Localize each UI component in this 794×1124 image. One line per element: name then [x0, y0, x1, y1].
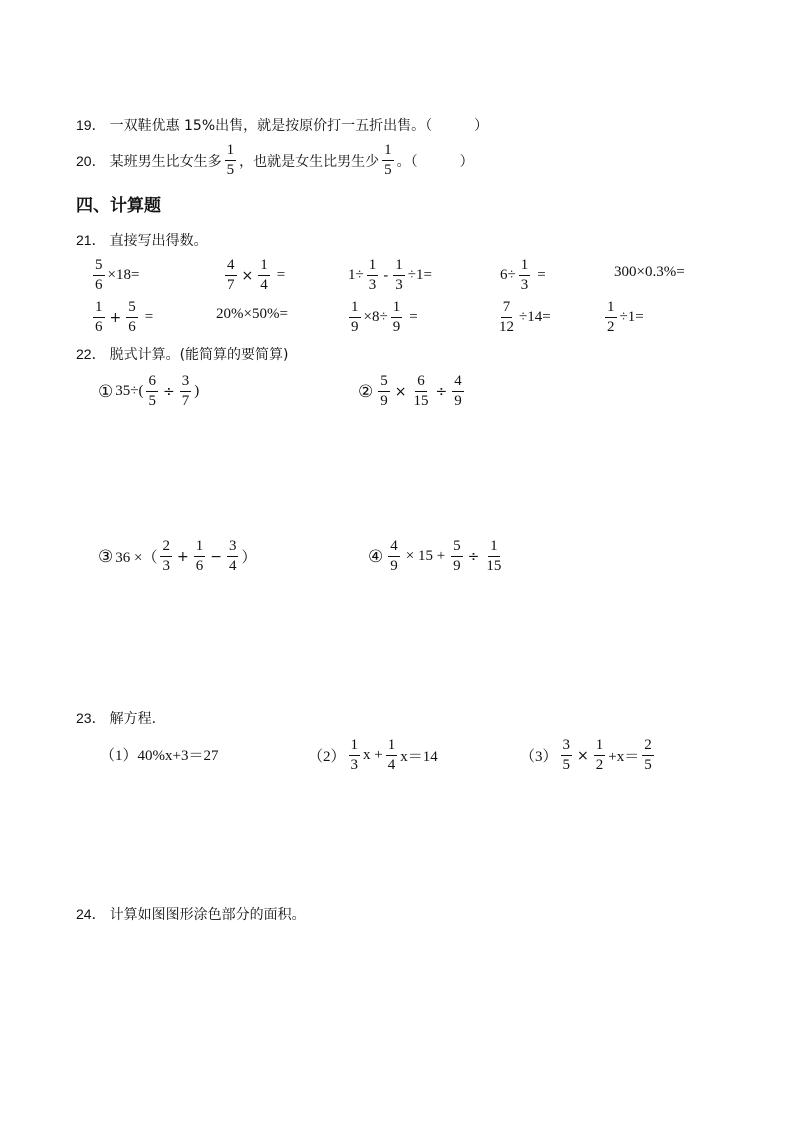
fraction: $\frac{4}{9}$	[390, 538, 398, 574]
fraction: $\frac{1}{4}$	[260, 257, 268, 293]
question-text: 。（ ）	[396, 153, 474, 170]
fraction: $\frac{1}{3}$	[520, 257, 529, 293]
fraction: $\frac{1}{3}$	[395, 257, 403, 293]
expression-item: $\frac{1}{9}$ ×8÷ $\frac{1}{9}$ =	[351, 299, 418, 335]
question-number: 22．	[76, 346, 106, 362]
fraction: $\frac{1}{5}$	[226, 142, 235, 178]
expression-item: 6÷ $\frac{1}{3}$ =	[500, 257, 546, 293]
question-24	[76, 904, 306, 924]
fraction: $\frac{4}{9}$	[454, 373, 462, 409]
fraction: $\frac{2}{5}$	[644, 737, 652, 773]
fraction: $\frac{5}{9}$	[380, 373, 388, 409]
question-number: 19．	[76, 117, 106, 133]
fraction: $\frac{5}{9}$	[453, 538, 461, 574]
equation-item: （2） $\frac{1}{3}$ x + $\frac{1}{4}$ x＝14	[308, 737, 438, 773]
question-number: 21．	[76, 232, 106, 248]
equation-item: （3） $\frac{3}{5}$ × $\frac{1}{2}$ +x＝ $\frac{2}{5}$	[520, 737, 652, 773]
expression-item: 20%×50%=	[216, 306, 288, 322]
fraction: $\frac{5}{6}$	[95, 257, 103, 293]
fraction: $\frac{1}{4}$	[387, 737, 396, 773]
question-21	[76, 230, 208, 250]
fraction: $\frac{3}{7}$	[181, 373, 190, 409]
fraction: $\frac{1}{2}$	[595, 737, 604, 773]
section-heading: 四、计算题	[76, 196, 161, 216]
fraction: $\frac{6}{5}$	[148, 373, 156, 409]
fraction: $\frac{7}{12}$	[499, 299, 514, 335]
fraction: $\frac{2}{3}$	[162, 538, 170, 574]
fraction: $\frac{5}{6}$	[128, 299, 136, 335]
expression-item: ④ $\frac{4}{9}$ × 15 + $\frac{5}{9}$ ÷ $\frac{1}{15}$	[368, 538, 502, 574]
fraction: $\frac{1}{9}$	[392, 299, 401, 335]
fraction: $\frac{1}{3}$	[368, 257, 377, 293]
equation-item: （1）40%x+3＝27	[100, 748, 219, 764]
fraction: $\frac{1}{15}$	[486, 538, 502, 574]
question-22	[76, 344, 289, 364]
fraction: $\frac{3}{5}$	[562, 737, 571, 773]
expression-item: $\frac{5}{6}$ ×18=	[95, 257, 140, 293]
expression-item: ③ 36 ×（ $\frac{2}{3}$ + $\frac{1}{6}$ − $\frac{3}{4}$ ）	[98, 538, 257, 574]
expression-item: ② $\frac{5}{9}$ × $\frac{6}{15}$ ÷ $\frac{4}{9}$	[358, 373, 462, 409]
question-text: 直接写出得数。	[109, 233, 208, 249]
question-number: 23．	[76, 710, 106, 726]
fraction: $\frac{1}{2}$	[607, 299, 615, 335]
expression-item: $\frac{7}{12}$ ÷14=	[499, 299, 551, 335]
fraction: $\frac{4}{7}$	[227, 257, 235, 293]
expression-item: 1÷ $\frac{1}{3}$ - $\frac{1}{3}$ ÷1=	[348, 257, 432, 293]
fraction: $\frac{1}{6}$	[95, 299, 103, 335]
expression-item: $\frac{4}{7}$ × $\frac{1}{4}$ =	[227, 257, 286, 293]
question-text: 解方程.	[109, 711, 157, 727]
question-23	[76, 708, 156, 728]
expression-item: 300×0.3%=	[614, 264, 685, 280]
question-text: 脱式计算。(能简算的要简算)	[109, 347, 289, 363]
question-text: ，也就是女生比男生少	[239, 153, 380, 170]
expression-item: ① 35÷( $\frac{6}{5}$ ÷ $\frac{3}{7}$ )	[98, 373, 200, 409]
expression-item: $\frac{1}{2}$ ÷1=	[607, 299, 644, 335]
question-text: 一双鞋优惠 15%出售，就是按原价打一五折出售。（ ）	[109, 118, 489, 134]
question-20	[76, 143, 474, 178]
fraction: $\frac{1}{9}$	[351, 299, 359, 335]
question-number: 24．	[76, 906, 106, 922]
fraction: $\frac{1}{3}$	[350, 737, 359, 773]
fraction: $\frac{6}{15}$	[413, 373, 429, 409]
expression-item: $\frac{1}{6}$ + $\frac{5}{6}$ =	[95, 299, 154, 335]
question-text: 某班男生比女生多	[109, 153, 222, 170]
question-text: 计算如图图形涂色部分的面积。	[109, 907, 306, 923]
fraction: $\frac{3}{4}$	[228, 538, 237, 574]
fraction: $\frac{1}{6}$	[195, 538, 204, 574]
fraction: $\frac{1}{5}$	[384, 142, 392, 178]
question-number: 20．	[76, 152, 106, 169]
question-19	[76, 115, 488, 135]
